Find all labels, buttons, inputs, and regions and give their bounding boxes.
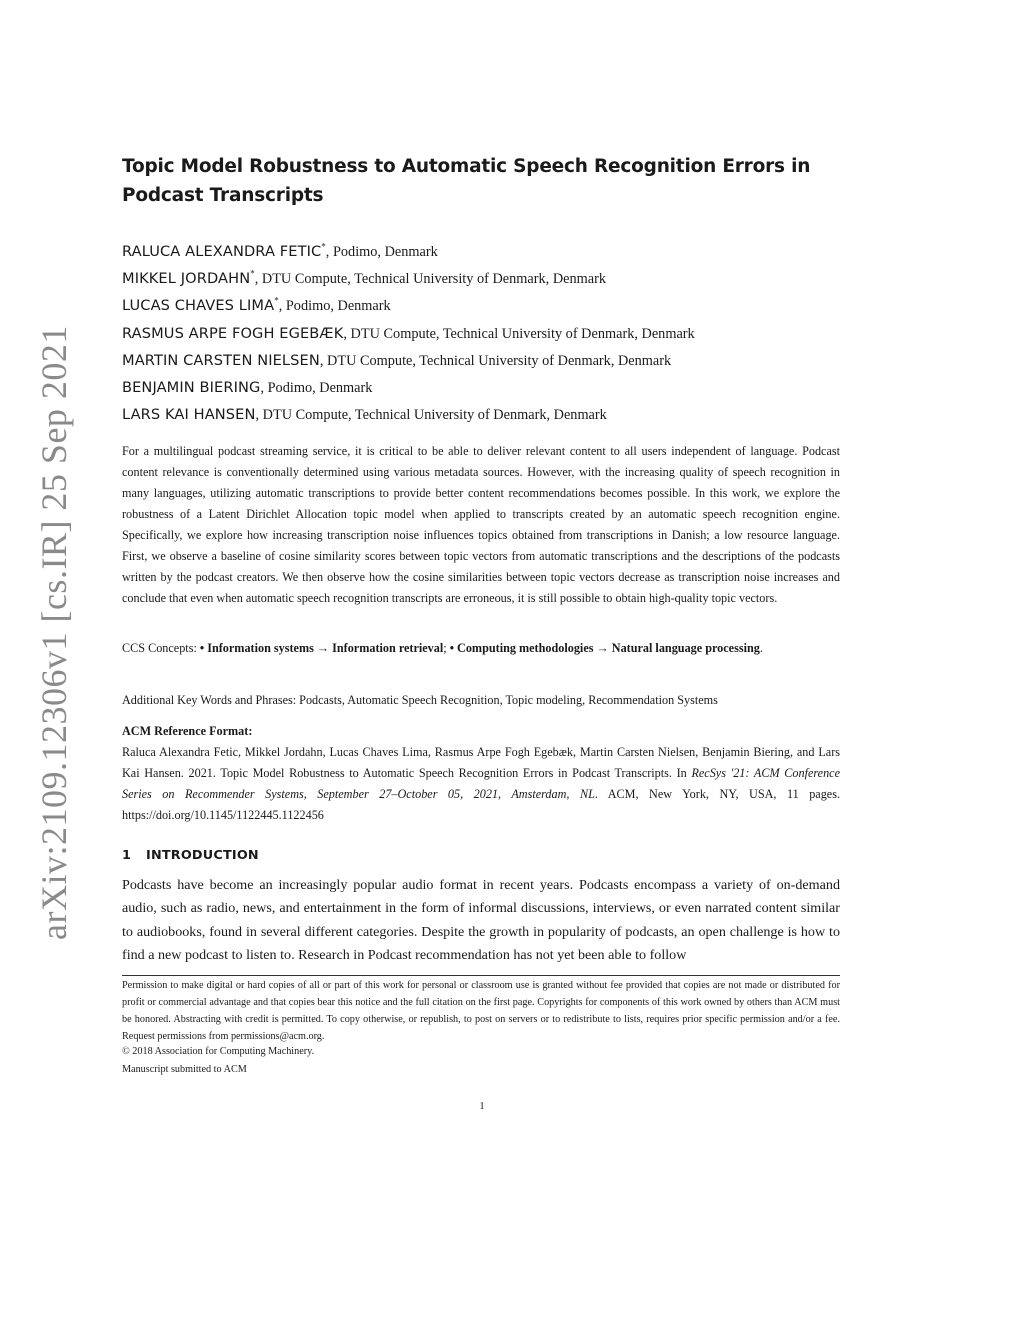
introduction-paragraph: Podcasts have become an increasingly popular audio format in recent years. Podcasts encompass a variety of on-demand audio, such as radio, news, and entertainment in the form of informal discussions, interviews, or even narrated content similar to audiobooks, found in several different categories. Despite the growth in popularity of podcasts, an open challenge is how to find a new podcast to listen to. Research in Podcast recommendation has not yet been able to follow bbox=[122, 877, 840, 963]
author-name: LUCAS CHAVES LIMA bbox=[122, 297, 275, 315]
equal-contribution-mark: * bbox=[250, 268, 255, 279]
acm-reference-venue: RecSys '21: ACM Conference Series on Recommender Systems, September 27–October 05, 2021, Amsterdam, NL bbox=[122, 766, 841, 801]
ccs-concept: Computing methodologies bbox=[457, 641, 594, 655]
ccs-concept: Information retrieval bbox=[332, 641, 444, 655]
ccs-arrow: → bbox=[313, 641, 333, 655]
author-affiliation: , DTU Compute, Technical University of Denmark, Denmark bbox=[254, 271, 607, 288]
abstract: For a multilingual podcast streaming service, it is critical to be able to deliver relevant content to all users independent of language. Podcast content relevance is conventionally determined using various metadata sources. However, with the increasing quality of speech recognition in many languages, utilizing automatic transcriptions to provide better content recommendations becomes possible. In this work, we explore the robustness of a Latent Dirichlet Allocation topic model when applied to transcripts created by an automatic speech recognition engine. Specifically, we explore how increasing transcription noise influences topics obtained from transcriptions in Danish; a low resource language. First, we observe a baseline of cosine similarity scores between topic vectors from automatic transcriptions and the descriptions of the podcasts written by the podcast creators. We then observe how the cosine similarities between topic vectors decrease as transcription noise increases and conclude that even when automatic speech recognition transcripts are erroneous, it is still possible to obtain high-quality topic vectors. bbox=[122, 444, 840, 605]
ccs-concepts bbox=[122, 638, 840, 659]
equal-contribution-mark: * bbox=[321, 241, 326, 252]
ccs-concept: Information systems bbox=[207, 641, 314, 655]
ccs-label: CCS Concepts: bbox=[122, 641, 200, 655]
ccs-bullet: • bbox=[199, 641, 208, 655]
manuscript-note: Manuscript submitted to ACM bbox=[122, 1064, 247, 1075]
author-affiliation: , DTU Compute, Technical University of Denmark, Denmark bbox=[255, 407, 607, 424]
author-line bbox=[122, 404, 842, 431]
equal-contribution-mark: * bbox=[274, 296, 279, 307]
author-affiliation: , Podimo, Denmark bbox=[260, 379, 373, 396]
author-name: LARS KAI HANSEN bbox=[122, 406, 256, 424]
permission-footnote: Permission to make digital or hard copies of all or part of this work for personal or classroom use is granted without fee provided that copies are not made or distributed for profit or commercial advantage and that copies bear this notice and the full citation on the first page. Copyrights for components of this work owned by others than ACM must be honored. Abstracting with credit is permitted. To copy otherwise, or republish, to post on servers or to redistribute to lists, requires prior specific permission and/or a fee. Request permissions from permissions@acm.org. bbox=[122, 980, 840, 1042]
acm-reference-text: Raluca Alexandra Fetic, Mikkel Jordahn, Lucas Chaves Lima, Rasmus Arpe Fogh Egebæk, Martin Carsten Nielsen, Benjamin Biering, and Lars Kai Hansen. 2021. Topic Model Robustness to Automatic Speech Recognition Errors in Podcast Transcripts. In bbox=[122, 745, 840, 780]
author-line bbox=[122, 377, 842, 404]
paper-title: Topic Model Robustness to Automatic Speech Recognition Errors in Podcast Transcripts bbox=[122, 156, 811, 206]
section-heading bbox=[122, 848, 259, 863]
ccs-arrow: → bbox=[593, 641, 612, 655]
ccs-separator: ; bbox=[443, 641, 450, 655]
footnote-divider bbox=[122, 975, 840, 976]
author-line bbox=[122, 323, 842, 350]
acm-reference-heading: ACM Reference Format: bbox=[122, 724, 253, 738]
keywords: Additional Key Words and Phrases: Podcasts, Automatic Speech Recognition, Topic modeling, Recommendation Systems bbox=[122, 693, 718, 707]
author-affiliation: , Podimo, Denmark bbox=[325, 244, 438, 260]
author-list bbox=[122, 241, 842, 431]
author-line bbox=[122, 241, 842, 268]
acm-reference-text: . ACM, New York, NY, USA, 11 pages. https://doi.org/10.1145/1122445.1122456 bbox=[122, 787, 840, 822]
ccs-bullet: • bbox=[449, 641, 458, 655]
author-affiliation: , DTU Compute, Technical University of Denmark, Denmark bbox=[319, 352, 672, 369]
section-number: 1 bbox=[122, 848, 132, 863]
author-name: BENJAMIN BIERING bbox=[122, 378, 261, 396]
arxiv-identifier-stamp: arXiv:2109.12306v1 [cs.IR] 25 Sep 2021 bbox=[34, 325, 74, 940]
author-name: RASMUS ARPE FOGH EGEBÆK bbox=[122, 324, 344, 342]
author-name: RALUCA ALEXANDRA FETIC bbox=[122, 243, 322, 260]
page-number: 1 bbox=[479, 1101, 485, 1112]
author-affiliation: , DTU Compute, Technical University of Denmark, Denmark bbox=[343, 325, 695, 342]
copyright-notice: © 2018 Association for Computing Machinery. bbox=[122, 1046, 315, 1057]
author-name: MARTIN CARSTEN NIELSEN bbox=[122, 351, 320, 369]
ccs-concept: Natural language processing bbox=[611, 641, 760, 655]
author-name: MIKKEL JORDAHN bbox=[122, 270, 251, 288]
author-line bbox=[122, 295, 842, 322]
author-line bbox=[122, 350, 842, 377]
acm-reference bbox=[122, 742, 840, 826]
author-line bbox=[122, 268, 842, 295]
ccs-end: . bbox=[759, 641, 763, 655]
author-affiliation: , Podimo, Denmark bbox=[278, 298, 391, 315]
section-title: INTRODUCTION bbox=[146, 848, 259, 863]
